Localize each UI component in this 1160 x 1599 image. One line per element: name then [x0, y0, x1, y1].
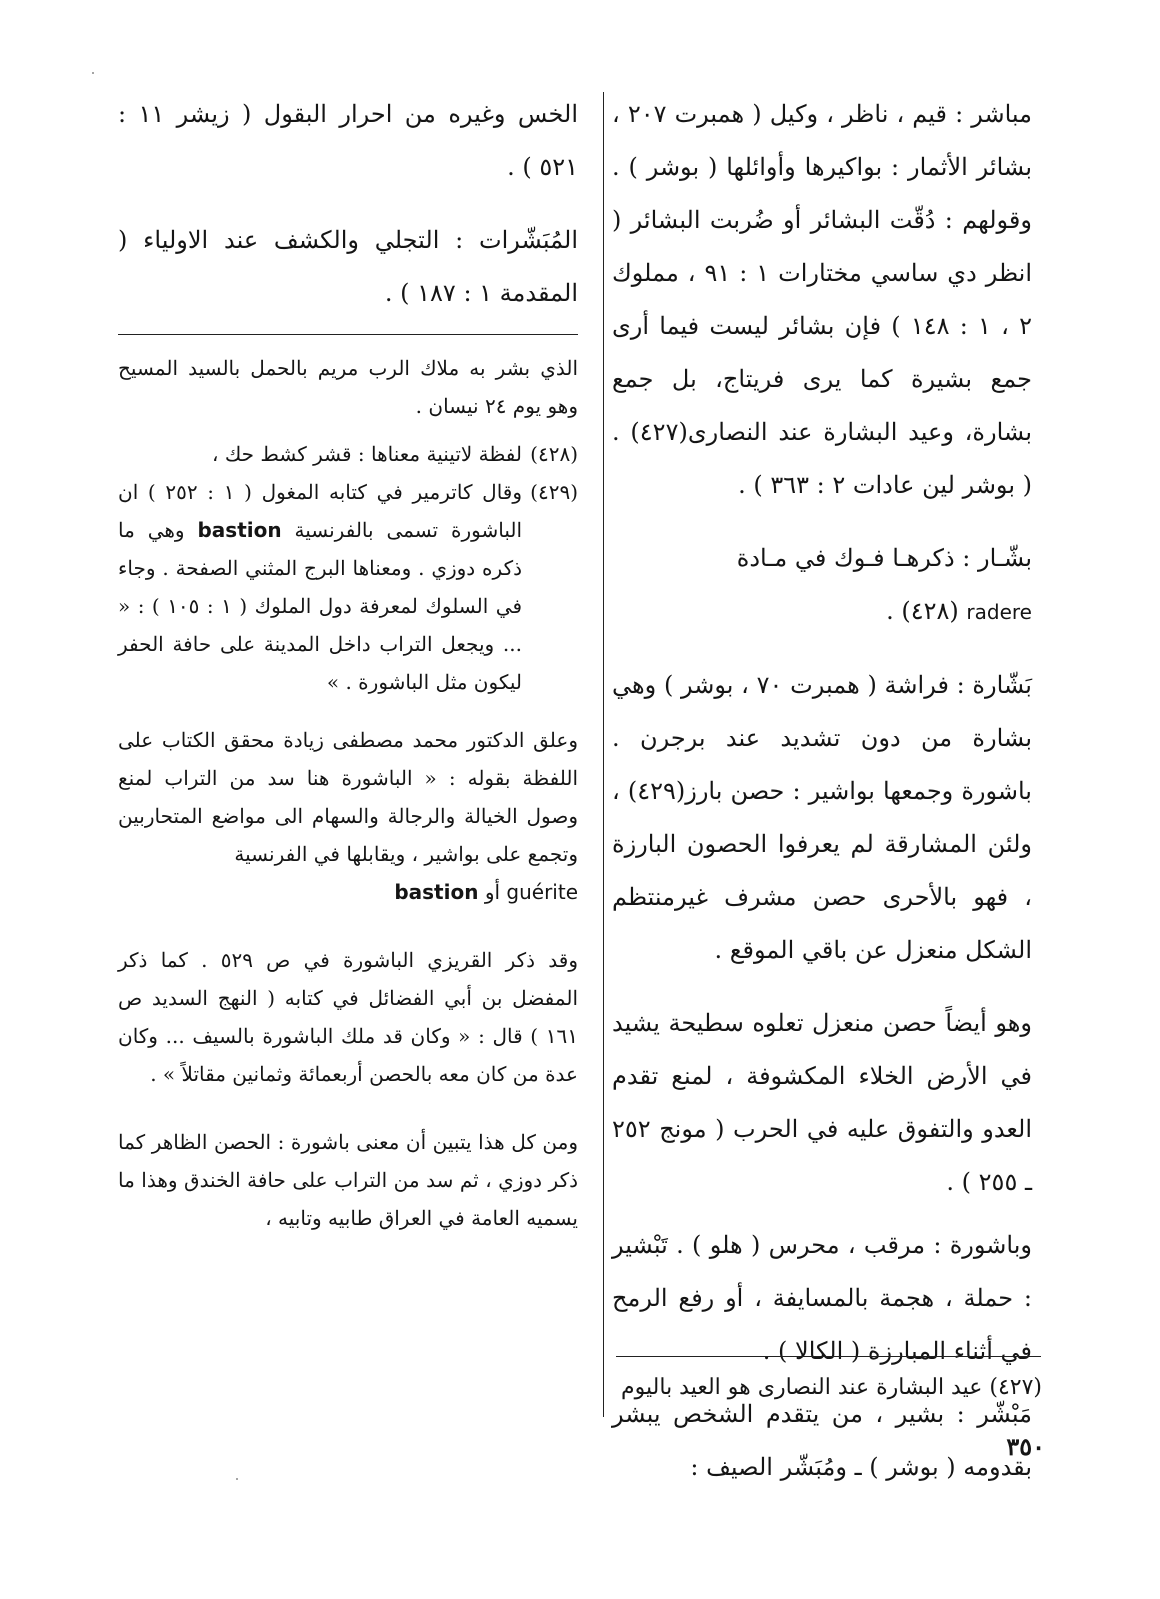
latin-term-guerite: guérite — [506, 880, 578, 904]
latin-term-radere: radere — [966, 600, 1032, 624]
entry-mubashshir: مَبْشّر : بشير ، من يتقدم الشخص يبشر بقدومه ( بوشر ) ـ ومُبَشّر الصيف : — [612, 1400, 1032, 1481]
note-427-continuation: الذي بشر به ملاك الرب مريم بالحمل بالسيد المسيح وهو يوم ٢٤ نيسان . — [118, 356, 578, 418]
scan-speck — [92, 72, 94, 74]
latin-term-bastion-2: bastion — [394, 880, 479, 904]
notes-section — [118, 349, 578, 1237]
note-ziyada-text: وعلق الدكتور محمد مصطفى زيادة محقق الكتاب على اللفظة بقوله : « الباشورة هنا سد من التراب لمنع وصول الخيالة والرجالة والسهام الى مواضع المتحاربين وتجمع على بواشير ، ويقابلها في الفرنسية — [118, 728, 578, 866]
entry-mubashir: مباشر : قيم ، ناظر ، وكيل ( همبرت ٢٠٧ ، بشائر الأثمار : بواكيرها وأوائلها ( بوشر ) . وقولهم : دُقّت البشائر أو ضُربت البشائر ( انظر دي ساسي مختارات ١ : ٩١ ، مملوك ٢ ، ١ : ١٤٨ ) فإن بشائر ليست فيما أرى جمع بشيرة كما يرى فريتاج، بل جمع بشارة، وعيد البشارة عند النصارى(٤٢٧) . ( بوشر لين عادات ٢ : ٣٦٣ ) . — [612, 100, 1032, 499]
page-number: ٣٥٠ — [1006, 1432, 1045, 1461]
entry-bashura-tabshir: وباشورة : مرقب ، محرس ( هلو ) . تَبْشير : حملة ، هجمة بالمسايفة ، أو رفع الرمح في أثناء المبارزة ( الكالا ) . — [612, 1231, 1032, 1365]
note-paragraph-conclusion: ومن كل هذا يتبين أن معنى باشورة : الحصن الظاهر كما ذكر دوزي ، ثم سد من التراب على حافة الخندق وهذا ما يسميه العامة في العراق طابيه وتابيه ، — [118, 1130, 578, 1230]
footnote-427: (٤٢٧) عيد البشارة عند النصارى هو العيد باليوم — [621, 1375, 1042, 1400]
entry-bashshar-text: بشّـار : ذكرهـا فـوك في مـادة — [736, 544, 1032, 572]
entry-fortress: وهو أيضاً حصن منعزل تعلوه سطيحة يشيد في الأرض الخلاء المكشوفة ، لمنع تقدم العدو والتفوق عليه في الحرب ( مونج ٢٥٢ ـ ٢٥٥ ) . — [612, 1009, 1032, 1196]
right-column — [612, 88, 1032, 1494]
entry-bashshara: بَشّارة : فراشة ( همبرت ٧٠ ، بوشر ) وهي بشارة من دون تشديد عند برجرن . باشورة وجمعها بواشير : حصن بارز(٤٢٩) ، ولئن المشارقة لم يعرفوا الحصون البارزة ، فهو بالأحرى حصن مشرف غيرمنتظم الشكل منعزل عن باقي الموقع . — [612, 671, 1032, 964]
note-429-text-b: وهي ما ذكره دوزي . ومعناها البرج المثني الصفحة . وجاء في السلوك لمعرفة دول الملوك ( ١ : ١٠٥ ) : « ... ويجعل التراب داخل المدينة على حافة الحفر ليكون مثل الباشورة . » — [118, 518, 523, 694]
note-428 — [118, 435, 578, 473]
note-429 — [118, 473, 578, 701]
entry-bashshar — [612, 532, 1032, 639]
footnote-rule — [616, 1356, 1041, 1357]
footnote-ref-428: (٤٢٨) . — [886, 597, 959, 625]
note-paragraph-ziyada — [118, 721, 578, 911]
entry-continuation: الخس وغيره من احرار البقول ( زيشر ١١ : ٥٢١ ) . — [118, 100, 578, 181]
note-number-428: (٤٢٨) — [530, 442, 578, 466]
scan-speck — [236, 1478, 238, 1480]
note-number-429: (٤٢٩) — [530, 480, 578, 504]
latin-term-bastion: bastion — [197, 518, 282, 542]
note-428-text: لفظة لاتينية معناها : قشر كشط حك ، — [212, 442, 522, 466]
notes-separator — [118, 334, 578, 335]
entry-mubashsharat: المُبَشّرات : التجلي والكشف عند الاولياء ( المقدمة ١ : ١٨٧ ) . — [118, 226, 578, 307]
left-column — [118, 88, 578, 1237]
word-or: أو — [484, 880, 501, 904]
column-divider — [603, 92, 604, 1417]
note-429-text-a: وقال كاترمير في كتابه المغول ( ١ : ٢٥٢ ) ان الباشورة تسمى بالفرنسية — [118, 480, 523, 542]
note-paragraph-maqrizi: وقد ذكر القريزي الباشورة في ص ٥٢٩ . كما ذكر المفضل بن أبي الفضائل في كتابه ( النهج السديد ص ١٦١ ) قال : « وكان قد ملك الباشورة بالسيف ... وكان عدة من كان معه بالحصن أربعمائة وثمانين مقاتلاً » . — [118, 948, 578, 1086]
